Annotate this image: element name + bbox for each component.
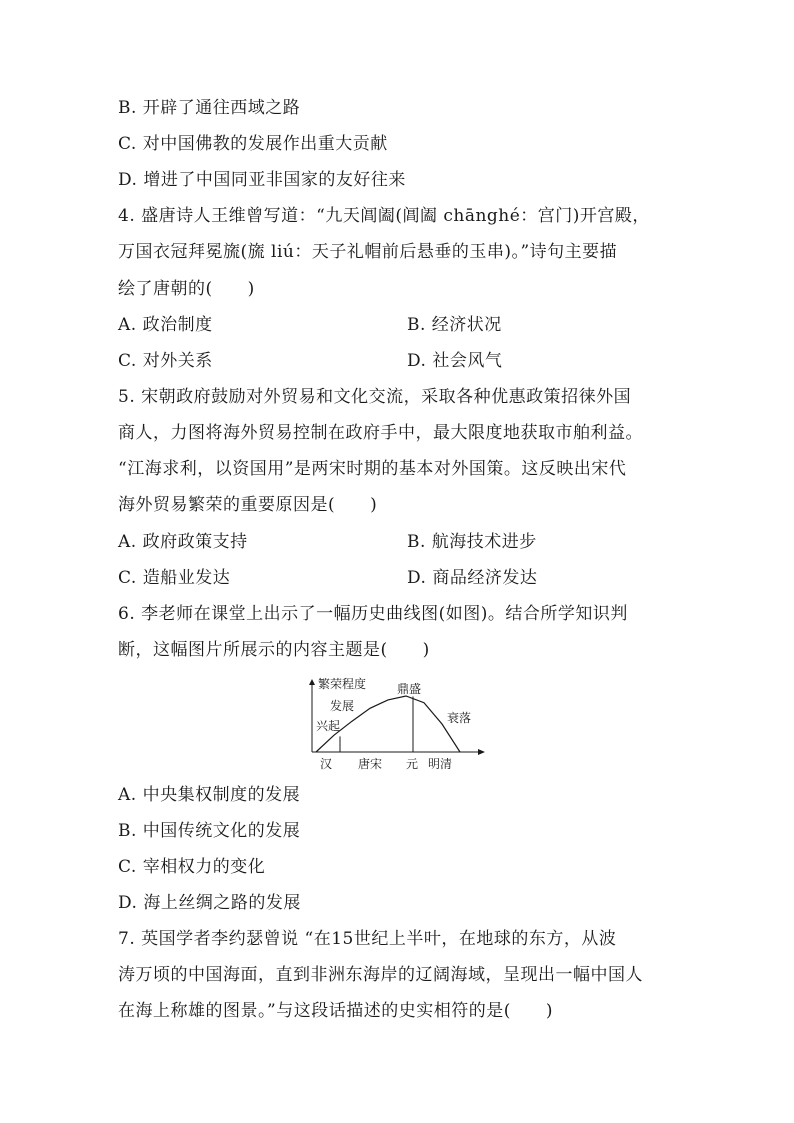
- q5-option-c: C. 造船业发达: [118, 568, 231, 588]
- q6-stem-line-1: 6. 李老师在课堂上出示了一幅历史曲线图(如图)。结合所学知识判: [118, 604, 628, 624]
- q7-stem-line-3: 在海上称雄的图景。”与这段话描述的史实相符的是( ): [118, 1001, 553, 1021]
- y-axis-arrow: [309, 679, 315, 685]
- history-curve-chart: [300, 676, 490, 772]
- q4-options-row-2: [118, 351, 503, 371]
- q6-stem-line-2: 断，这幅图片所展示的内容主题是( ): [118, 640, 430, 660]
- q3-option-d: D. 增进了中国同亚非国家的友好往来: [118, 170, 406, 190]
- q5-options-row-2: [118, 568, 538, 588]
- q5-stem-line-1: 5. 宋朝政府鼓励对外贸易和文化交流，采取各种优惠政策招徕外国: [118, 387, 632, 407]
- stage-label: 衰落: [447, 711, 472, 725]
- q7-stem-line-1: 7. 英国学者李约瑟曾说 “在15世纪上半叶，在地球的东方，从波: [118, 929, 617, 949]
- stage-label: 发展: [330, 699, 355, 713]
- q5-option-b: B. 航海技术进步: [407, 532, 537, 552]
- q4-stem-line-2: 万国衣冠拜冕旒(旒 liú：天子礼帽前后悬垂的玉串)。”诗句主要描: [118, 242, 618, 262]
- q5-stem-line-2: 商人，力图将海外贸易控制在政府手中，最大限度地获取市舶利益。: [118, 423, 643, 443]
- q3-option-b: B. 开辟了通往西域之路: [118, 98, 301, 118]
- q6-option-c: C. 宰相权力的变化: [118, 857, 266, 877]
- q4-stem-line-3: 绘了唐朝的( ): [118, 279, 255, 299]
- q3-option-c: C. 对中国佛教的发展作出重大贡献: [118, 134, 388, 154]
- x-axis-arrow: [478, 749, 485, 755]
- x-tick-label: 唐宋: [358, 757, 383, 771]
- q4-stem-line-1: 4. 盛唐诗人王维曾写道：“九天阊阖(阊阖 chānghé：宫门)开宫殿，: [118, 206, 650, 226]
- x-tick-label: 汉: [320, 757, 333, 771]
- q4-option-c: C. 对外关系: [118, 351, 213, 371]
- y-axis-label: 繁荣程度: [318, 677, 367, 691]
- q7-stem-line-2: 涛万顷的中国海面，直到非洲东海岸的辽阔海域，呈现出一幅中国人: [118, 965, 643, 985]
- q4-options-row-1: [118, 315, 502, 335]
- q5-options-row-1: [118, 532, 537, 552]
- q6-option-d: D. 海上丝绸之路的发展: [118, 893, 301, 913]
- q5-stem-line-4: 海外贸易繁荣的重要原因是( ): [118, 495, 378, 515]
- q5-option-a: A. 政府政策支持: [118, 532, 248, 552]
- q4-option-b: B. 经济状况: [407, 315, 502, 335]
- stage-label: 鼎盛: [397, 682, 422, 696]
- stage-label: 兴起: [316, 719, 341, 733]
- q4-option-a: A. 政治制度: [118, 315, 213, 335]
- q5-option-d: D. 商品经济发达: [407, 568, 538, 588]
- x-tick-label: 元: [406, 757, 419, 771]
- q6-option-a: A. 中央集权制度的发展: [118, 785, 301, 805]
- x-tick-label: 明清: [428, 757, 453, 771]
- q4-option-d: D. 社会风气: [407, 351, 503, 371]
- q5-stem-line-3: “江海求利，以资国用”是两宋时期的基本对外国策。这反映出宋代: [118, 459, 627, 479]
- q6-option-b: B. 中国传统文化的发展: [118, 821, 301, 841]
